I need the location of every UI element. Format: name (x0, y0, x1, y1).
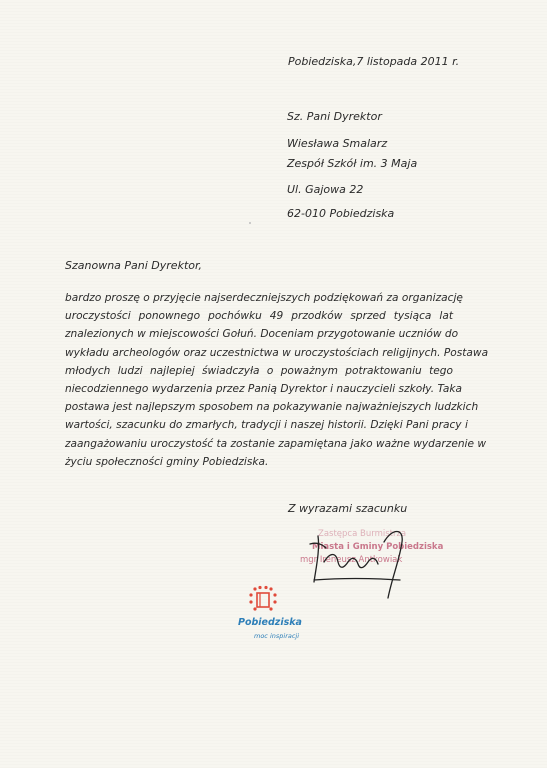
recipient-school: Zespół Szkół im. 3 Maja (287, 157, 418, 170)
recipient-city: 62-010 Pobiedziska (287, 207, 395, 220)
stamp-line-title: Zastępca Burmistrza (318, 529, 407, 539)
body-line: wartości, szacunku do zmarłych, tradycji i naszej historii. Dzięki Pani pracy i (65, 419, 468, 432)
pobiedziska-logo-icon (248, 585, 278, 615)
closing: Z wyrazami szacunku (288, 502, 408, 515)
logo-tagline: moc inspiracji (254, 632, 300, 640)
body-line: postawa jest najlepszym sposobem na pokazywanie najważniejszych ludzkich (65, 401, 479, 414)
body-line: życiu społeczności gminy Pobiedziska. (65, 455, 269, 468)
body-line: młodych ludzi najlepiej świadczyła o poważnym potraktowaniu tego (65, 364, 453, 377)
recipient-name: Wiesława Smalarz (287, 137, 388, 150)
greeting: Szanowna Pani Dyrektor, (65, 259, 202, 272)
recipient-title: Sz. Pani Dyrektor (287, 110, 382, 123)
body-line: zaangażowaniu uroczystość ta zostanie zapamiętana jako ważne wydarzenie w (65, 437, 487, 450)
handwritten-signature (300, 522, 444, 602)
stamp-line-office: Miasta i Gminy Pobiedziska (312, 542, 444, 552)
body-line: wykładu archeologów oraz uczestnictwa w uroczystościach religijnych. Postawa (65, 346, 489, 359)
body-line: znalezionych w miejscowości Gołuń. Doceniam przygotowanie uczniów do (65, 328, 459, 341)
paper-speck (249, 222, 251, 224)
recipient-street: Ul. Gajowa 22 (287, 183, 364, 196)
date-line: Pobiedziska,7 listopada 2011 r. (288, 55, 460, 68)
logo-name: Pobiedziska (238, 617, 302, 628)
letter-body (65, 289, 489, 471)
stamp-line-name: mgr Ireneusz Antkowiak (300, 555, 403, 565)
body-line: niecodziennego wydarzenia przez Panią Dyrektor i nauczycieli szkoły. Taka (65, 383, 462, 396)
body-line: bardzo proszę o przyjęcie najserdeczniejszych podziękowań za organizację (65, 292, 463, 304)
body-line: uroczystości ponownego pochówku 49 przodków sprzed tysiąca lat (65, 310, 453, 323)
